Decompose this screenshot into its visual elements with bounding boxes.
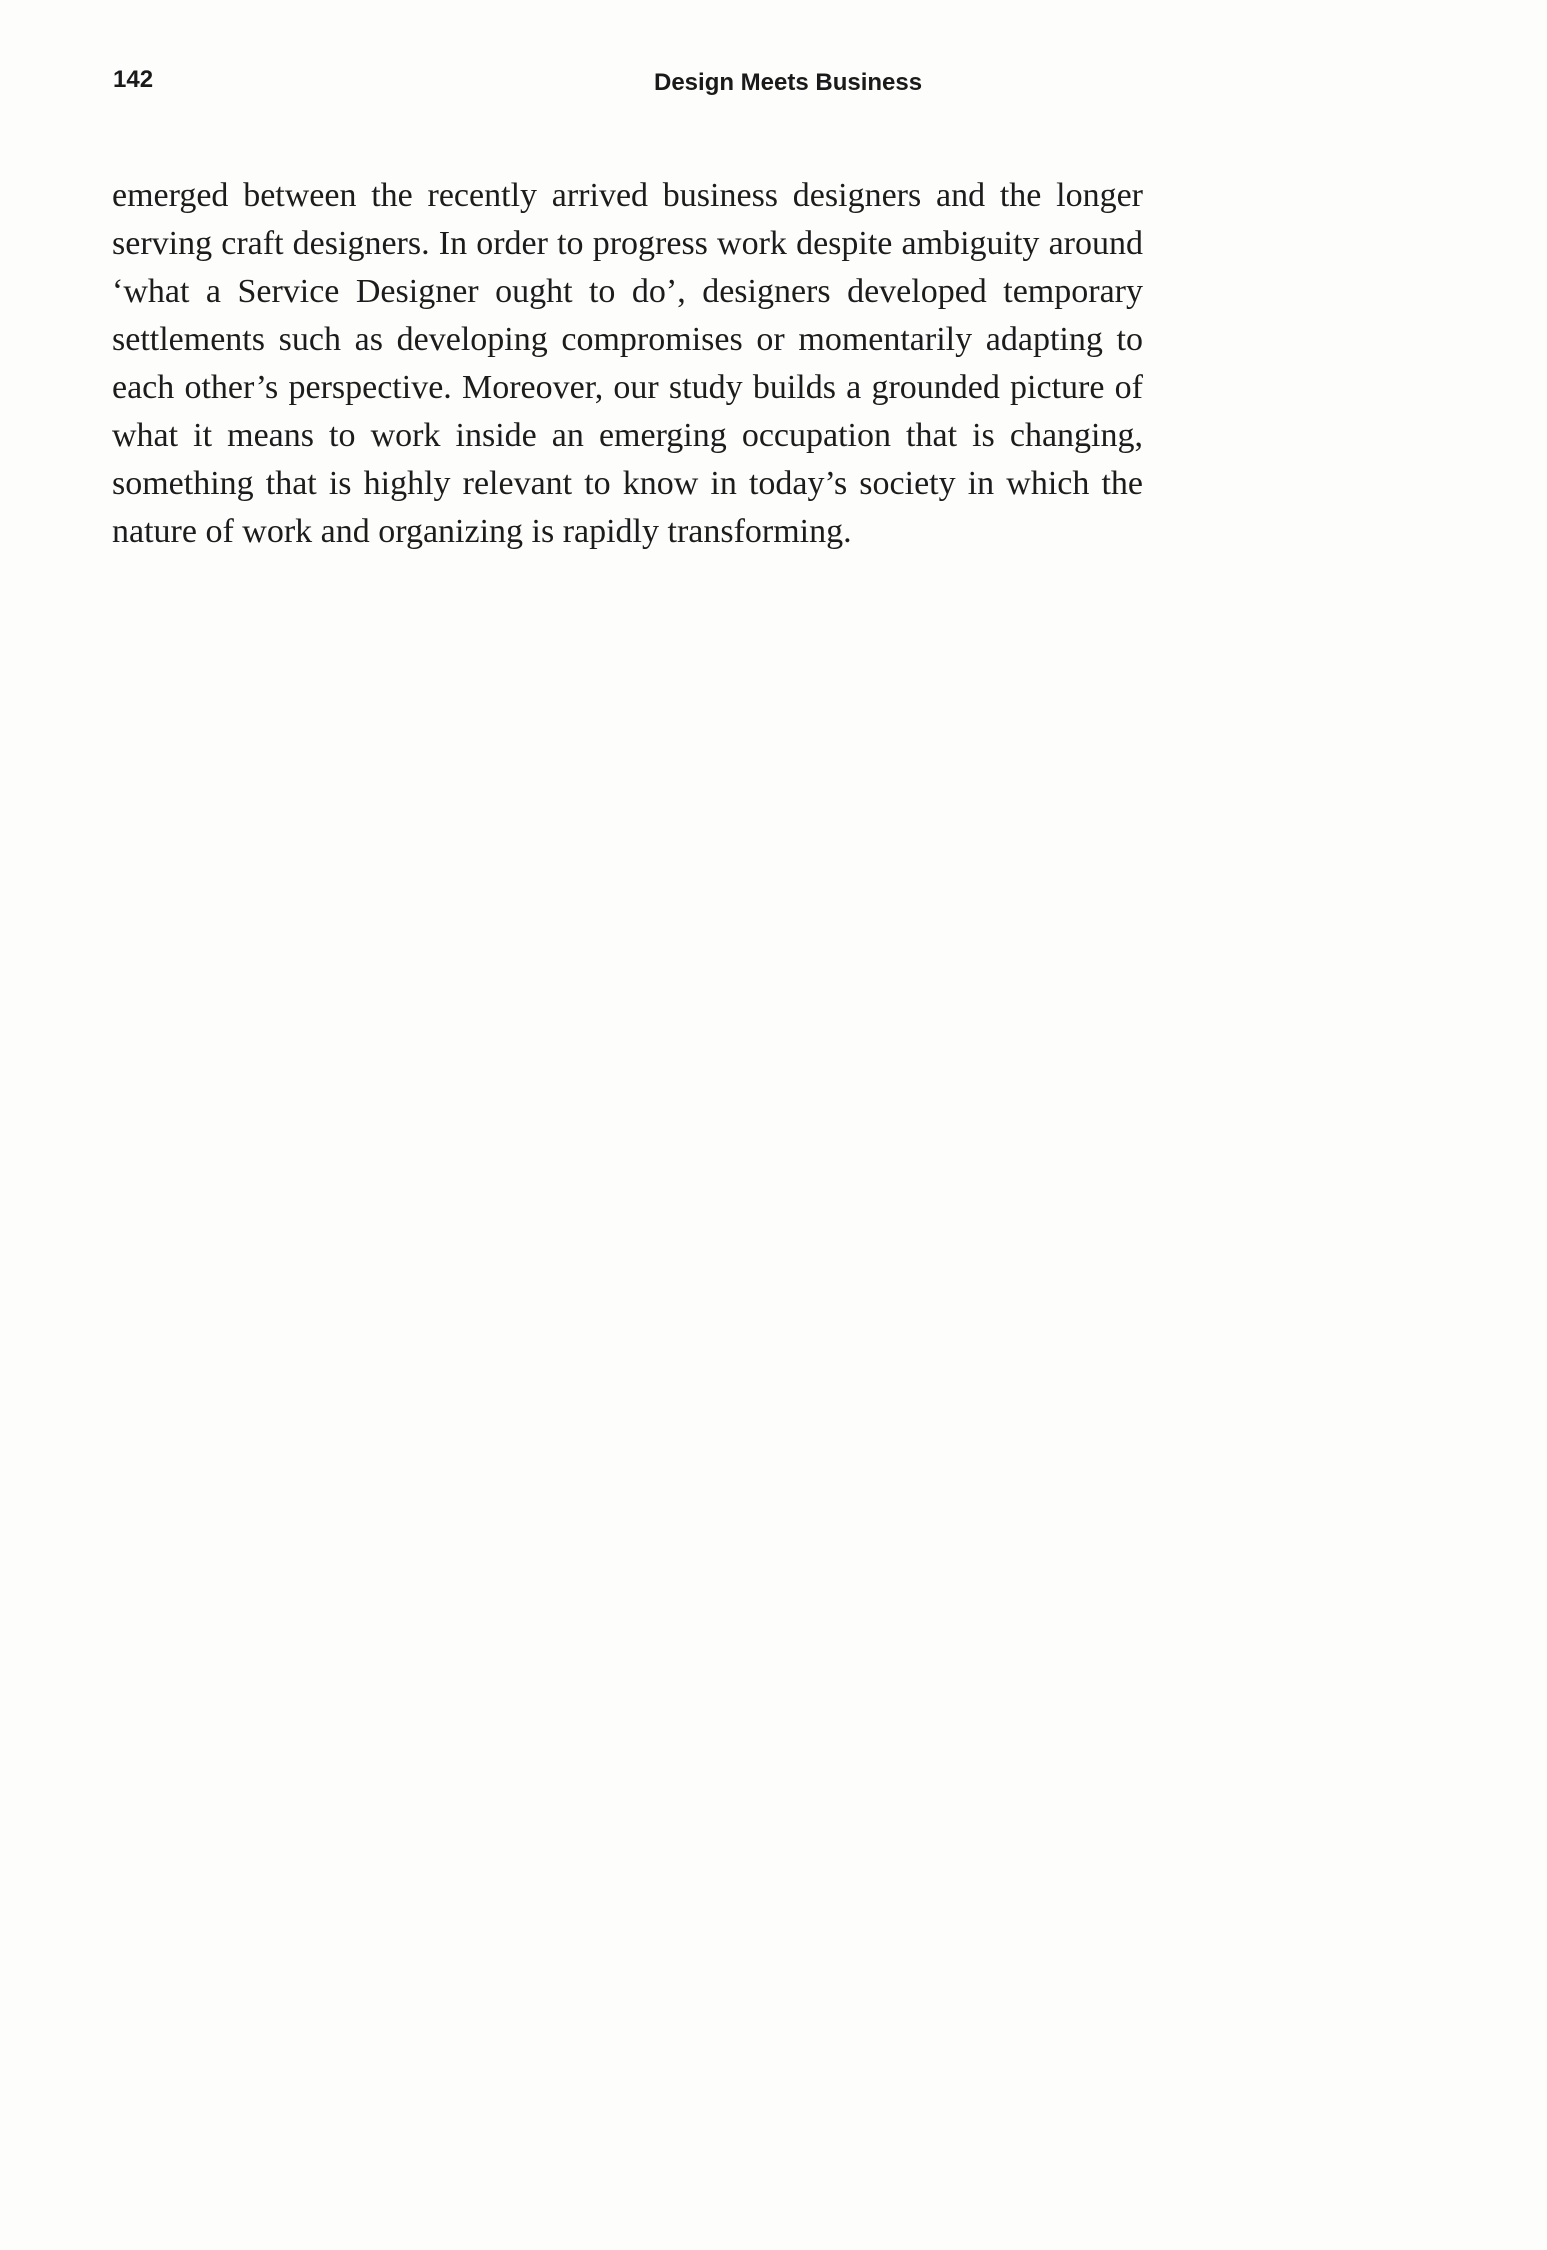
page-number: 142 bbox=[113, 66, 154, 93]
body-paragraph: emerged between the recently arrived business designers and the longer serving craft designers. In order to progress work despite ambiguity around ‘what a Service Designer ought to do’, designers developed temporary settlements such as developing compromises or momentarily adapting to each other’s perspective. Moreover, our study builds a grounded picture of what it means to work inside an emerging occupation that is changing, something that is highly relevant to know in today’s society in which the nature of work and organizing is rapidly transforming. bbox=[112, 177, 1143, 550]
running-head-title: Design Meets Business bbox=[654, 69, 923, 96]
